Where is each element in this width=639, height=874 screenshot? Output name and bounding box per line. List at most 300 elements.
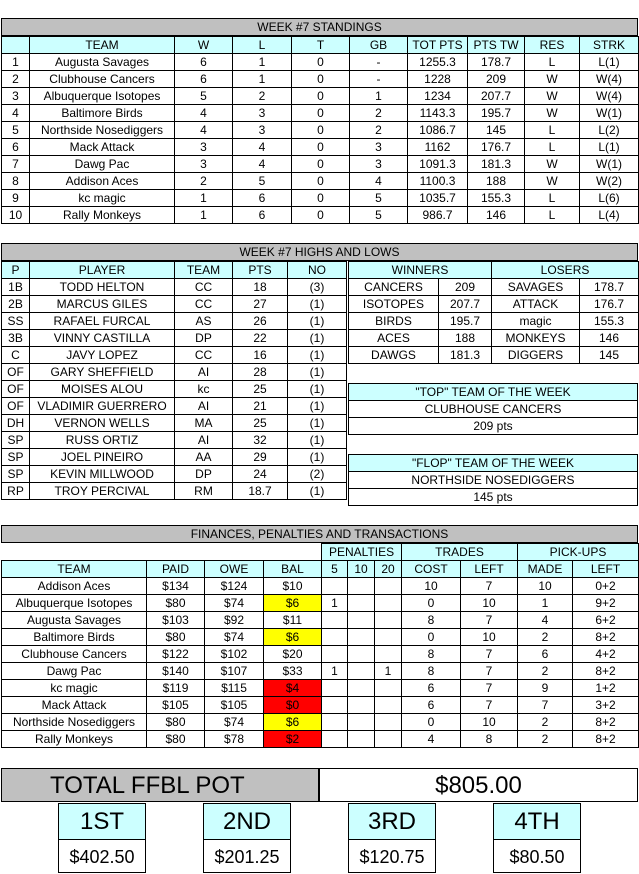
winners-losers-header (349, 262, 639, 279)
table-cell: $124 (205, 578, 264, 595)
table-cell: $119 (147, 680, 205, 697)
trades-group: TRADES (402, 544, 518, 561)
winner-cell: BIRDS (349, 313, 439, 330)
table-row (349, 313, 639, 330)
column-header: LEFT (461, 561, 518, 578)
table-cell: JAVY LOPEZ (30, 347, 175, 364)
column-header: STRK (580, 37, 639, 54)
balance-cell: $33 (264, 663, 322, 680)
table-cell: 4 (175, 105, 233, 122)
column-header (2, 37, 30, 54)
table-row (349, 279, 639, 296)
table-cell: 8 (402, 612, 461, 629)
table-cell: 22 (233, 330, 288, 347)
table-cell: $74 (205, 595, 264, 612)
winner-cell: 181.3 (439, 347, 492, 364)
table-cell: 3 (350, 139, 408, 156)
table-row (2, 139, 639, 156)
table-cell: AA (175, 449, 233, 466)
table-cell: W(1) (580, 105, 639, 122)
table-cell: 24 (233, 466, 288, 483)
table-cell: 4 (233, 156, 292, 173)
table-cell: 5 (233, 173, 292, 190)
table-cell: Albuquerque Isotopes (30, 88, 175, 105)
table-row (2, 313, 347, 330)
table-cell: W (525, 173, 580, 190)
table-row (2, 279, 347, 296)
table-cell: SS (2, 313, 30, 330)
table-cell: 178.7 (468, 54, 525, 71)
table-cell: 0 (292, 207, 350, 224)
column-header: 20 (375, 561, 402, 578)
table-cell: 8 (402, 646, 461, 663)
table-cell: 1100.3 (408, 173, 468, 190)
table-cell: 8+2 (573, 663, 639, 680)
table-cell: 18 (233, 279, 288, 296)
table-cell: (1) (288, 347, 347, 364)
table-cell: 4 (518, 612, 573, 629)
table-cell: $115 (205, 680, 264, 697)
table-cell: 2 (518, 663, 573, 680)
table-row (2, 207, 639, 224)
loser-cell: 146 (580, 330, 639, 347)
table-row (2, 71, 639, 88)
table-cell: 7 (518, 697, 573, 714)
table-cell: 188 (468, 173, 525, 190)
flop-team-points: 145 pts (348, 488, 638, 506)
table-cell: 1 (2, 54, 30, 71)
column-header: P (2, 262, 30, 279)
table-cell: Baltimore Birds (30, 105, 175, 122)
table-cell: RM (175, 483, 233, 500)
table-cell (375, 612, 402, 629)
table-cell: (3) (288, 279, 347, 296)
total-pot-value: $805.00 (319, 768, 638, 802)
table-cell: (1) (288, 483, 347, 500)
table-cell: 10 (461, 714, 518, 731)
table-cell: CC (175, 296, 233, 313)
table-cell: (1) (288, 432, 347, 449)
table-cell: 155.3 (468, 190, 525, 207)
table-row (2, 381, 347, 398)
table-cell: 0 (402, 629, 461, 646)
table-cell: 1 (322, 663, 348, 680)
column-header: W (175, 37, 233, 54)
table-cell (375, 680, 402, 697)
table-cell: L(1) (580, 54, 639, 71)
table-cell (348, 612, 375, 629)
table-cell: 5 (175, 88, 233, 105)
table-cell: W(2) (580, 173, 639, 190)
table-cell: 5 (350, 207, 408, 224)
total-pot-label: TOTAL FFBL POT (1, 768, 319, 802)
table-cell: TROY PERCIVAL (30, 483, 175, 500)
table-cell: L (525, 54, 580, 71)
table-cell: OF (2, 398, 30, 415)
table-cell: 7 (461, 663, 518, 680)
table-row (2, 415, 347, 432)
table-cell: CC (175, 279, 233, 296)
table-cell: 10 (2, 207, 30, 224)
loser-cell: magic (492, 313, 580, 330)
table-cell: 0 (292, 54, 350, 71)
winners-label: WINNERS (349, 262, 492, 279)
prize-amount: $201.25 (203, 839, 291, 873)
loser-cell: ATTACK (492, 296, 580, 313)
table-row (2, 629, 639, 646)
table-cell (348, 731, 375, 748)
table-cell: $107 (205, 663, 264, 680)
table-cell: 1 (175, 190, 233, 207)
table-cell: GARY SHEFFIELD (30, 364, 175, 381)
table-cell: 7 (461, 578, 518, 595)
table-cell: 2 (350, 105, 408, 122)
table-cell (348, 578, 375, 595)
table-cell: 0 (402, 714, 461, 731)
table-cell: W (525, 156, 580, 173)
table-cell: $78 (205, 731, 264, 748)
table-cell: 2 (350, 122, 408, 139)
table-cell: 26 (233, 313, 288, 330)
table-cell: 0 (292, 71, 350, 88)
finances-group-header (2, 544, 639, 561)
balance-cell: $6 (264, 629, 322, 646)
balance-cell: $11 (264, 612, 322, 629)
table-cell: 1 (350, 88, 408, 105)
table-cell: Addison Aces (2, 578, 147, 595)
table-cell: 2 (518, 629, 573, 646)
table-cell (322, 731, 348, 748)
table-cell: 986.7 (408, 207, 468, 224)
highs-title: WEEK #7 HIGHS AND LOWS (1, 243, 638, 261)
table-cell: 29 (233, 449, 288, 466)
table-cell: 0 (292, 156, 350, 173)
table-row (2, 88, 639, 105)
table-row (2, 364, 347, 381)
table-cell: 3 (2, 88, 30, 105)
table-cell (348, 697, 375, 714)
column-header: L (233, 37, 292, 54)
loser-cell: MONKEYS (492, 330, 580, 347)
table-cell: 1035.7 (408, 190, 468, 207)
table-cell: Clubhouse Cancers (30, 71, 175, 88)
table-cell (375, 578, 402, 595)
balance-cell: $0 (264, 697, 322, 714)
table-cell: 0 (292, 105, 350, 122)
table-cell: 3 (233, 105, 292, 122)
table-cell: DP (175, 330, 233, 347)
winner-cell: 195.7 (439, 313, 492, 330)
table-cell (375, 629, 402, 646)
standings-title: WEEK #7 STANDINGS (1, 18, 638, 36)
table-cell: 1255.3 (408, 54, 468, 71)
table-cell: $140 (147, 663, 205, 680)
table-cell (348, 629, 375, 646)
table-cell: (2) (288, 466, 347, 483)
table-row (2, 122, 639, 139)
table-cell: 8+2 (573, 731, 639, 748)
table-cell (348, 714, 375, 731)
penalties-group: PENALTIES (322, 544, 402, 561)
balance-cell: $6 (264, 714, 322, 731)
table-cell: 7 (461, 697, 518, 714)
table-cell: 9 (518, 680, 573, 697)
column-header: NO (288, 262, 347, 279)
table-cell: $74 (205, 629, 264, 646)
table-cell: 6+2 (573, 612, 639, 629)
table-cell: MA (175, 415, 233, 432)
loser-cell: 155.3 (580, 313, 639, 330)
column-header: TEAM (2, 561, 147, 578)
table-cell: 6 (402, 680, 461, 697)
losers-label: LOSERS (492, 262, 639, 279)
table-row (2, 714, 639, 731)
table-cell: 2B (2, 296, 30, 313)
table-cell: 1 (175, 207, 233, 224)
table-row (2, 578, 639, 595)
table-cell: $122 (147, 646, 205, 663)
table-row (2, 612, 639, 629)
table-cell: - (350, 71, 408, 88)
table-cell: 10 (402, 578, 461, 595)
table-cell: kc magic (30, 190, 175, 207)
table-cell: L(4) (580, 207, 639, 224)
column-header: RES (525, 37, 580, 54)
column-header: LEFT (573, 561, 639, 578)
table-cell: 0 (292, 190, 350, 207)
table-cell: AI (175, 432, 233, 449)
table-cell: L (525, 139, 580, 156)
table-cell: Mack Attack (2, 697, 147, 714)
table-cell: CC (175, 347, 233, 364)
table-cell: SP (2, 466, 30, 483)
table-cell: L(1) (580, 139, 639, 156)
table-cell: $102 (205, 646, 264, 663)
table-cell (348, 595, 375, 612)
table-cell: 6 (518, 646, 573, 663)
table-cell: kc (175, 381, 233, 398)
table-cell: 3 (175, 156, 233, 173)
column-header: COST (402, 561, 461, 578)
table-cell: 10 (461, 629, 518, 646)
table-cell (348, 680, 375, 697)
table-cell: RUSS ORTIZ (30, 432, 175, 449)
table-cell (322, 629, 348, 646)
table-cell: DP (175, 466, 233, 483)
table-cell: 2 (175, 173, 233, 190)
loser-cell: 145 (580, 347, 639, 364)
table-cell (322, 680, 348, 697)
prize-2nd (203, 803, 291, 873)
column-header: MADE (518, 561, 573, 578)
loser-cell: DIGGERS (492, 347, 580, 364)
table-cell: 27 (233, 296, 288, 313)
table-cell: OF (2, 364, 30, 381)
table-cell: W (525, 88, 580, 105)
table-cell: 0 (292, 88, 350, 105)
loser-cell: 176.7 (580, 296, 639, 313)
table-cell: 207.7 (468, 88, 525, 105)
prize-amount: $80.50 (493, 839, 581, 873)
table-row (2, 646, 639, 663)
table-row (2, 663, 639, 680)
table-cell: (1) (288, 398, 347, 415)
table-cell: 28 (233, 364, 288, 381)
column-header: OWE (205, 561, 264, 578)
table-cell: 1 (233, 71, 292, 88)
table-cell: 6 (175, 54, 233, 71)
table-cell: W(4) (580, 88, 639, 105)
column-header: PLAYER (30, 262, 175, 279)
table-cell: $103 (147, 612, 205, 629)
table-cell: kc magic (2, 680, 147, 697)
column-header: BAL (264, 561, 322, 578)
balance-cell: $20 (264, 646, 322, 663)
table-cell: Addison Aces (30, 173, 175, 190)
table-row (2, 432, 347, 449)
table-cell: $80 (147, 595, 205, 612)
table-cell: $74 (205, 714, 264, 731)
table-row (2, 398, 347, 415)
table-cell: $80 (147, 629, 205, 646)
table-cell: $105 (205, 697, 264, 714)
table-cell: 4 (175, 122, 233, 139)
table-cell (322, 697, 348, 714)
table-cell: (1) (288, 313, 347, 330)
table-cell: 1+2 (573, 680, 639, 697)
table-cell: 0 (292, 139, 350, 156)
column-header: T (292, 37, 350, 54)
balance-cell: $10 (264, 578, 322, 595)
loser-cell: SAVAGES (492, 279, 580, 296)
table-cell (375, 595, 402, 612)
table-row (2, 466, 347, 483)
table-cell: 25 (233, 381, 288, 398)
column-header: TOT PTS (408, 37, 468, 54)
table-cell: W (525, 71, 580, 88)
table-cell: Dawg Pac (2, 663, 147, 680)
table-cell: L (525, 122, 580, 139)
table-cell: (1) (288, 296, 347, 313)
standings-header-row (2, 37, 639, 54)
table-cell: 9+2 (573, 595, 639, 612)
table-cell: 0 (292, 173, 350, 190)
column-header: PTS TW (468, 37, 525, 54)
table-cell: MOISES ALOU (30, 381, 175, 398)
top-team-label: "TOP" TEAM OF THE WEEK (348, 383, 638, 401)
table-cell: VINNY CASTILLA (30, 330, 175, 347)
table-cell: Northside Nosediggers (30, 122, 175, 139)
table-cell (375, 714, 402, 731)
table-cell: 1091.3 (408, 156, 468, 173)
table-cell: SP (2, 432, 30, 449)
table-cell: 1143.3 (408, 105, 468, 122)
column-header: 5 (322, 561, 348, 578)
table-row (2, 449, 347, 466)
table-cell: 1B (2, 279, 30, 296)
table-cell: W(1) (580, 156, 639, 173)
table-cell: 3 (175, 139, 233, 156)
prize-amount: $120.75 (348, 839, 436, 873)
table-cell: AS (175, 313, 233, 330)
table-cell (322, 578, 348, 595)
table-cell: Northside Nosediggers (2, 714, 147, 731)
table-row (349, 296, 639, 313)
table-cell (348, 646, 375, 663)
table-cell: Baltimore Birds (2, 629, 147, 646)
table-row (2, 330, 347, 347)
winner-cell: DAWGS (349, 347, 439, 364)
table-row (2, 595, 639, 612)
table-cell: $80 (147, 731, 205, 748)
table-row (2, 190, 639, 207)
table-cell: 2 (2, 71, 30, 88)
table-cell: $134 (147, 578, 205, 595)
table-cell: 7 (2, 156, 30, 173)
table-cell: 2 (518, 714, 573, 731)
finances-table (1, 543, 639, 748)
table-cell: L(6) (580, 190, 639, 207)
table-cell: 181.3 (468, 156, 525, 173)
table-cell: (1) (288, 330, 347, 347)
table-cell: - (350, 54, 408, 71)
table-cell: $92 (205, 612, 264, 629)
table-row (2, 105, 639, 122)
table-cell: L (525, 190, 580, 207)
winner-cell: ACES (349, 330, 439, 347)
table-cell: 8 (2, 173, 30, 190)
table-cell: 8+2 (573, 629, 639, 646)
table-cell: 5 (350, 190, 408, 207)
table-cell: RP (2, 483, 30, 500)
table-cell: 4+2 (573, 646, 639, 663)
table-cell: 6 (2, 139, 30, 156)
winners-losers-table (348, 261, 639, 364)
table-cell: Dawg Pac (30, 156, 175, 173)
winner-cell: 209 (439, 279, 492, 296)
prize-place: 3RD (348, 803, 436, 839)
table-cell: 5 (2, 122, 30, 139)
table-cell: L(2) (580, 122, 639, 139)
flop-team-label: "FLOP" TEAM OF THE WEEK (348, 454, 638, 472)
table-cell: 1 (322, 595, 348, 612)
table-cell: 6 (402, 697, 461, 714)
table-row (2, 731, 639, 748)
winner-cell: 188 (439, 330, 492, 347)
table-cell: Rally Monkeys (30, 207, 175, 224)
table-row (2, 680, 639, 697)
table-cell: DH (2, 415, 30, 432)
finances-header-row (2, 561, 639, 578)
table-cell: 9 (2, 190, 30, 207)
table-row (2, 296, 347, 313)
table-cell (375, 646, 402, 663)
table-cell: 4 (350, 173, 408, 190)
winner-cell: 207.7 (439, 296, 492, 313)
column-header: PAID (147, 561, 205, 578)
table-cell: 1 (518, 595, 573, 612)
table-cell: 10 (461, 595, 518, 612)
table-cell: 2 (233, 88, 292, 105)
table-cell: Mack Attack (30, 139, 175, 156)
table-cell: 3 (350, 156, 408, 173)
table-cell: AI (175, 364, 233, 381)
table-cell: 4 (402, 731, 461, 748)
table-cell: 3+2 (573, 697, 639, 714)
table-cell: 1086.7 (408, 122, 468, 139)
table-cell: 8 (402, 663, 461, 680)
table-cell: L (525, 207, 580, 224)
